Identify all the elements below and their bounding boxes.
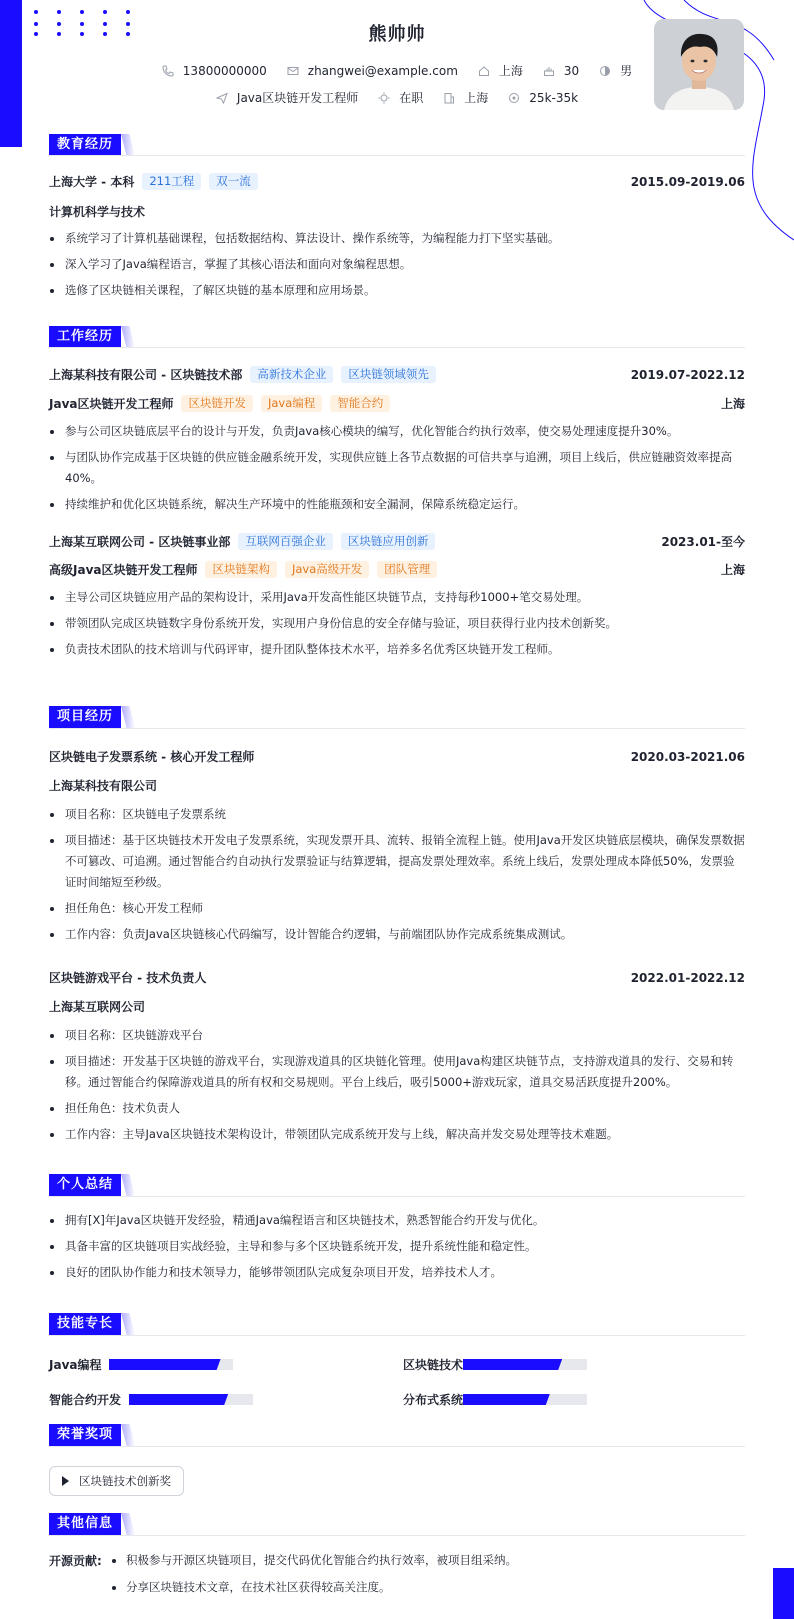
work-bullets-2 (49, 587, 745, 665)
target-city-item (443, 89, 488, 106)
job-title: 高级Java区块链开发工程师 (49, 563, 198, 577)
divider (49, 1196, 745, 1197)
email-text: zhangwei@example.com (307, 63, 458, 78)
project-period: 2022.01-2022.12 (630, 970, 745, 985)
mail-icon (287, 65, 299, 77)
skill-bar (463, 1359, 587, 1370)
list-item: 良好的团队协作能力和技术领导力，能够带领团队完成复杂项目开发，培养技术人才。 (49, 1262, 745, 1283)
target-city-text: 上海 (464, 91, 489, 105)
project-header-1 (49, 748, 745, 765)
divider (49, 1535, 745, 1536)
skill-bar-fill (109, 1359, 221, 1370)
candidate-name: 熊帅帅 (368, 24, 426, 45)
project-title: 区块链游戏平台 - 技术负责人 (49, 971, 207, 985)
status-text: 在职 (399, 91, 424, 105)
list-item: 与团队协作完成基于区块链的供应链金融系统开发，实现供应链上各节点数据的可信共享与追溯，项目上线后，供应链融资效率提高40%。 (49, 447, 745, 489)
cake-icon (543, 65, 555, 77)
company-tag: 高新技术企业 (250, 366, 333, 383)
position-text: Java区块链开发工程师 (236, 91, 359, 105)
company-tag: 区块链应用创新 (341, 533, 436, 550)
other-label: 开源贡献: (49, 1554, 102, 1568)
building-icon (443, 92, 455, 104)
project-company-2 (49, 998, 745, 1015)
company-name: 上海某互联网公司 - 区块链事业部 (49, 535, 231, 549)
education-header (49, 173, 745, 190)
list-item: 具备丰富的区块链项目实战经验，主导和参与多个区块链系统开发，提升系统性能和稳定性。 (49, 1236, 745, 1257)
school-name: 上海大学 - 本科 (49, 175, 135, 189)
section-title-work (49, 326, 135, 348)
school-tag: 双一流 (209, 173, 258, 190)
gender-text: 男 (620, 64, 633, 78)
salary-item (508, 91, 578, 105)
avatar (654, 19, 744, 110)
section-title-projects (49, 706, 135, 728)
work-role-2 (49, 561, 745, 578)
section-title-education (49, 134, 135, 156)
work-period: 2019.07-2022.12 (630, 367, 745, 382)
section-label: 技能专长 (49, 1313, 121, 1335)
skill-item (49, 1356, 233, 1373)
project-header-2 (49, 969, 745, 986)
work-header-1 (49, 366, 745, 383)
work-bullets-1 (49, 421, 745, 520)
skill-name: Java编程 (49, 1358, 102, 1372)
skill-name: 区块链技术 (403, 1358, 464, 1372)
list-item: 项目描述：开发基于区块链的游戏平台，实现游戏道具的区块链化管理。使用Java构建区块链节点，支持游戏道具的发行、交易和转移。通过智能合约保障游戏道具的所有权和交易规则。平台上线后，吸引5000+游戏玩家，道具交易活跃度提升200%。 (49, 1051, 745, 1093)
play-icon (62, 1476, 69, 1486)
project-bullets-2 (49, 1025, 745, 1150)
project-title: 区块链电子发票系统 - 核心开发工程师 (49, 750, 255, 764)
list-item: 系统学习了计算机基础课程，包括数据结构、算法设计、操作系统等，为编程能力打下坚实基础。 (49, 228, 745, 249)
project-company-1 (49, 777, 745, 794)
other-list (112, 1550, 732, 1604)
section-title-other (49, 1513, 135, 1535)
list-item: 带领团队完成区块链数字身份系统开发，实现用户身份信息的安全存储与验证，项目获得行业内技术创新奖。 (49, 613, 745, 634)
gender-icon (599, 65, 611, 77)
skill-tag: 区块链架构 (205, 561, 277, 578)
list-item: 分享区块链技术文章，在技术社区获得较高关注度。 (112, 1577, 732, 1598)
work-period: 2023.01-至今 (661, 535, 745, 549)
skill-bar (109, 1359, 233, 1370)
list-item: 担任角色：核心开发工程师 (49, 898, 745, 919)
skill-name: 分布式系统 (403, 1393, 464, 1407)
list-item: 参与公司区块链底层平台的设计与开发，负责Java核心模块的编写，优化智能合约执行效率，使交易处理速度提升30%。 (49, 421, 745, 442)
project-period: 2020.03-2021.06 (630, 749, 745, 764)
salary-icon (508, 92, 520, 104)
age-item (543, 64, 579, 78)
gender-item (599, 62, 632, 79)
company-name: 上海某科技有限公司 - 区块链技术部 (49, 368, 243, 382)
city-text: 上海 (498, 64, 523, 78)
divider (49, 155, 745, 156)
skill-tag: 区块链开发 (181, 395, 253, 412)
list-item: 工作内容：主导Java区块链技术架构设计，带领团队完成系统开发与上线，解决高并发交易处理等技术难题。 (49, 1124, 745, 1145)
status-item (378, 89, 423, 106)
section-title-awards (49, 1424, 135, 1446)
skill-bar-fill (463, 1394, 550, 1405)
skill-item (49, 1391, 253, 1408)
skill-bar-fill (129, 1394, 228, 1405)
list-item: 工作内容：负责Java区块链核心代码编写，设计智能合约逻辑，与前端团队协作完成系统集成测试。 (49, 924, 745, 945)
work-location: 上海 (720, 397, 745, 411)
skill-item (403, 1356, 587, 1373)
home-icon (478, 65, 490, 77)
summary-bullets (49, 1210, 745, 1288)
phone-text: 13800000000 (182, 63, 267, 78)
work-role-1 (49, 395, 745, 412)
award-name: 区块链技术创新奖 (79, 1474, 171, 1488)
skill-tag: Java编程 (261, 395, 322, 412)
major: 计算机科学与技术 (49, 205, 146, 219)
skill-name: 智能合约开发 (49, 1393, 122, 1407)
award-item (49, 1466, 184, 1496)
send-icon (216, 92, 228, 104)
list-item: 拥有[X]年Java区块链开发经验，精通Java编程语言和区块链技术，熟悉智能合约开发与优化。 (49, 1210, 745, 1231)
section-label: 工作经历 (49, 326, 121, 348)
skill-bar (129, 1394, 253, 1405)
list-item: 持续维护和优化区块链系统，解决生产环境中的性能瓶颈和安全漏洞，保障系统稳定运行。 (49, 494, 745, 515)
section-label: 其他信息 (49, 1513, 121, 1535)
email-item (287, 64, 458, 78)
work-header-2 (49, 533, 745, 550)
position-item (216, 89, 358, 106)
list-item: 积极参与开源区块链项目，提交代码优化智能合约执行效率，被项目组采纳。 (112, 1550, 732, 1571)
work-location: 上海 (720, 563, 745, 577)
list-item: 项目名称：区块链游戏平台 (49, 1025, 745, 1046)
phone-item (162, 64, 267, 78)
project-company: 上海某互联网公司 (49, 1000, 146, 1014)
education-period: 2015.09-2019.06 (630, 174, 745, 189)
school-tag: 211工程 (142, 173, 201, 190)
city-item (478, 62, 523, 79)
section-label: 教育经历 (49, 134, 121, 156)
skill-tag: 智能合约 (330, 395, 390, 412)
company-tag: 区块链领域领先 (341, 366, 436, 383)
list-item: 担任角色：技术负责人 (49, 1098, 745, 1119)
education-bullets (49, 228, 745, 306)
skill-bar (463, 1394, 587, 1405)
job-title: Java区块链开发工程师 (49, 397, 174, 411)
salary-text: 25k-35k (529, 90, 579, 105)
age-text: 30 (563, 63, 580, 78)
skill-tag: 团队管理 (377, 561, 437, 578)
list-item: 项目名称：区块链电子发票系统 (49, 804, 745, 825)
skill-tag: Java高级开发 (285, 561, 369, 578)
section-label: 荣誉奖项 (49, 1424, 121, 1446)
status-icon (378, 92, 390, 104)
list-item: 负责技术团队的技术培训与代码评审，提升团队整体技术水平，培养多名优秀区块链开发工程师。 (49, 639, 745, 660)
section-label: 项目经历 (49, 706, 121, 728)
section-label: 个人总结 (49, 1174, 121, 1196)
skill-item (403, 1391, 587, 1408)
accent-bar-right (773, 1568, 794, 1619)
divider (49, 1335, 745, 1336)
phone-icon (162, 65, 174, 77)
section-title-skills (49, 1313, 135, 1335)
project-company: 上海某科技有限公司 (49, 779, 158, 793)
divider (49, 1446, 745, 1447)
project-bullets-1 (49, 804, 745, 950)
section-title-summary (49, 1174, 135, 1196)
list-item: 选修了区块链相关课程，了解区块链的基本原理和应用场景。 (49, 280, 745, 301)
divider (49, 347, 745, 348)
list-item: 项目描述：基于区块链技术开发电子发票系统，实现发票开具、流转、报销全流程上链。使用Java开发区块链底层模块，确保发票数据不可篡改、可追溯。通过智能合约自动执行发票验证与结算逻辑，提高发票处理效率。系统上线后，发票处理成本降低50%，发票验证时间缩短至秒级。 (49, 830, 745, 893)
divider (49, 728, 745, 729)
list-item: 深入学习了Java编程语言，掌握了其核心语法和面向对象编程思想。 (49, 254, 745, 275)
skill-bar-fill (463, 1359, 562, 1370)
list-item: 主导公司区块链应用产品的架构设计，采用Java开发高性能区块链节点，支持每秒1000+笔交易处理。 (49, 587, 745, 608)
education-major-row (49, 203, 745, 220)
company-tag: 互联网百强企业 (238, 533, 333, 550)
